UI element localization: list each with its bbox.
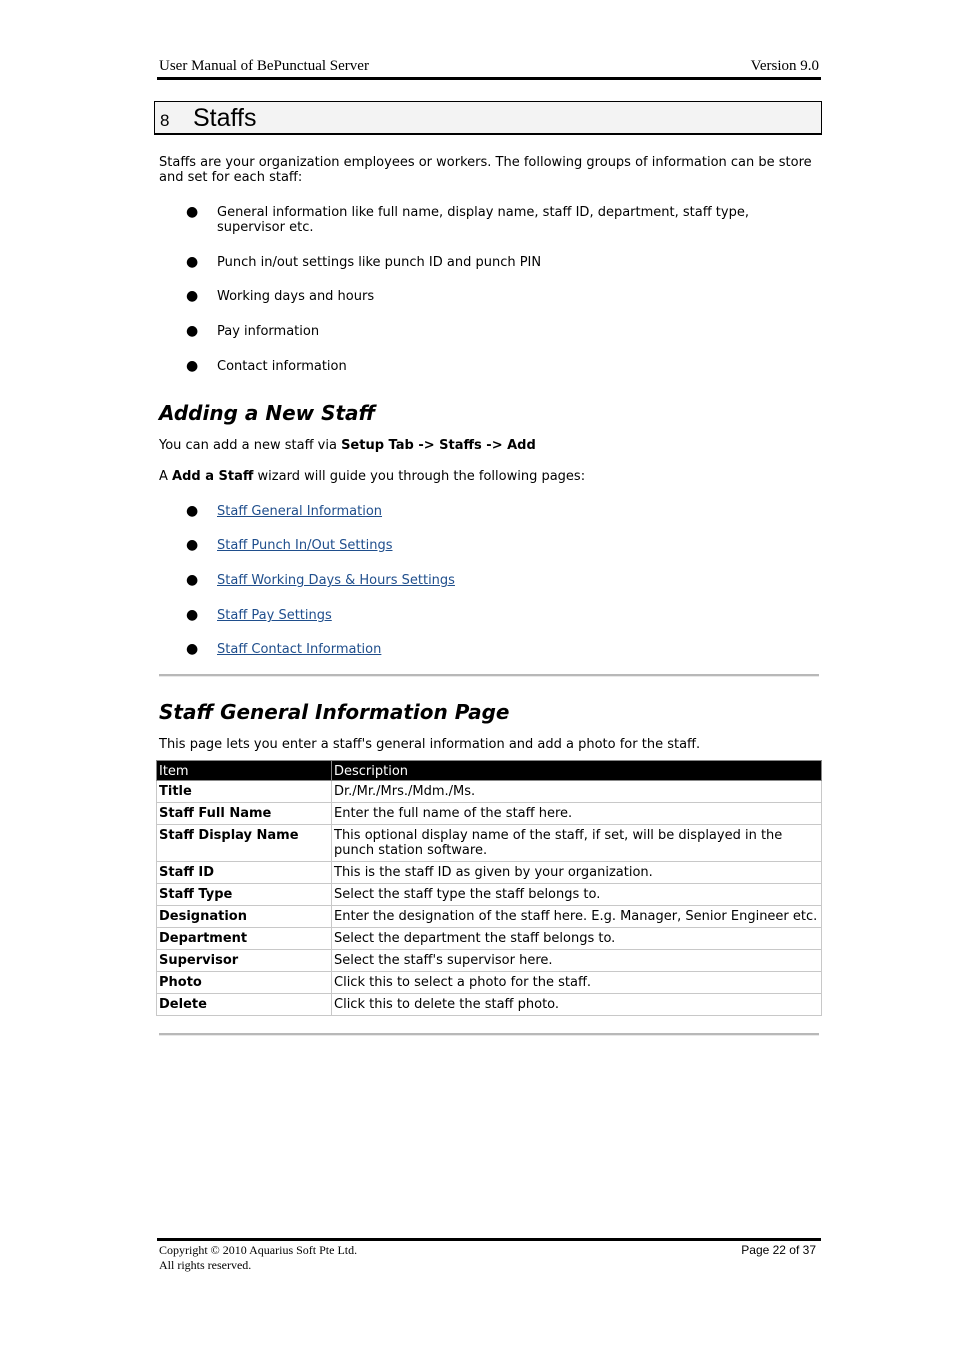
row-description: Click this to select a photo for the staff. [332, 972, 822, 994]
intro-bullet: Punch in/out settings like punch ID and punch PIN [217, 255, 542, 270]
general-paragraph: This page lets you enter a staff's general information and add a photo for the staff. [159, 737, 701, 752]
column-header-description: Description [332, 761, 822, 781]
general-info-table [156, 760, 822, 1016]
link-staff-general-information[interactable]: Staff General Information [217, 504, 383, 519]
table-row [157, 972, 822, 994]
bullet-dot: ● [186, 572, 199, 588]
row-item: Delete [157, 994, 332, 1016]
wizard-link-item [217, 504, 817, 519]
setup-path-prefix: You can add a new staff via [159, 438, 342, 453]
row-description: Enter the designation of the staff here. E.g. Manager, Senior Engineer etc. [332, 906, 822, 928]
link-staff-punch-settings[interactable]: Staff Punch In/Out Settings [217, 538, 393, 553]
row-description: Select the staff's supervisor here. [332, 950, 822, 972]
wizard-bold: Add a Staff [172, 469, 254, 484]
row-description: Select the staff type the staff belongs to. [332, 884, 822, 906]
wizard-link-item [217, 608, 817, 623]
bullet-dot: ● [186, 204, 199, 220]
header-version: Version 9.0 [750, 58, 819, 74]
chapter-heading [154, 101, 822, 135]
section-heading-adding: Adding a New Staff [159, 401, 376, 425]
row-item: Supervisor [157, 950, 332, 972]
wizard-suffix: wizard will guide you through the following pages: [253, 469, 586, 484]
row-description: This optional display name of the staff, if set, will be displayed in the punch station software. [332, 825, 822, 862]
link-staff-working-days[interactable]: Staff Working Days & Hours Settings [217, 573, 455, 588]
wizard-link-item [217, 642, 817, 657]
row-item: Department [157, 928, 332, 950]
row-description: Select the department the staff belongs to. [332, 928, 822, 950]
bullet-dot: ● [186, 358, 199, 374]
intro-bullet: Pay information [217, 324, 320, 339]
row-item: Staff Full Name [157, 803, 332, 825]
wizard-prefix: A [159, 469, 173, 484]
row-description: Click this to delete the staff photo. [332, 994, 822, 1016]
table-row [157, 781, 822, 803]
bullet-dot: ● [186, 537, 199, 553]
setup-path-bold: Setup Tab -> Staffs -> Add [341, 438, 536, 453]
row-item: Designation [157, 906, 332, 928]
setup-path-paragraph [159, 438, 821, 453]
row-item: Staff Display Name [157, 825, 332, 862]
table-row [157, 862, 822, 884]
table-row [157, 825, 822, 862]
chapter-title: Staffs [193, 104, 257, 132]
table-row [157, 928, 822, 950]
row-description: Dr./Mr./Mrs./Mdm./Ms. [332, 781, 822, 803]
table-row [157, 994, 822, 1016]
table-row [157, 884, 822, 906]
intro-bullet: Working days and hours [217, 289, 375, 304]
row-item: Photo [157, 972, 332, 994]
chapter-number: 8 [160, 111, 170, 130]
row-item: Staff Type [157, 884, 332, 906]
section-heading-general: Staff General Information Page [159, 700, 510, 724]
section-divider [159, 674, 819, 677]
link-staff-contact-information[interactable]: Staff Contact Information [217, 642, 382, 657]
bullet-dot: ● [186, 323, 199, 339]
table-row [157, 906, 822, 928]
wizard-link-item [217, 538, 817, 553]
header-rule [157, 77, 821, 80]
header-title: User Manual of BePunctual Server [159, 58, 369, 74]
copyright-line: Copyright © 2010 Aquarius Soft Pte Ltd. [159, 1243, 358, 1257]
rights-line: All rights reserved. [159, 1258, 252, 1272]
bullet-dot: ● [186, 254, 199, 270]
column-header-item: Item [157, 761, 332, 781]
row-description: Enter the full name of the staff here. [332, 803, 822, 825]
intro-bullet: General information like full name, display name, staff ID, department, staff type, supervisor etc. [217, 205, 749, 235]
footer-page-number: Page 22 of 37 [741, 1243, 816, 1257]
page-header [159, 58, 819, 76]
intro-bullet: Contact information [217, 359, 347, 374]
row-description: This is the staff ID as given by your organization. [332, 862, 822, 884]
table-row [157, 950, 822, 972]
row-item: Title [157, 781, 332, 803]
bullet-dot: ● [186, 607, 199, 623]
intro-paragraph: Staffs are your organization employees or workers. The following groups of information can be store and set for each staff: [159, 155, 812, 185]
link-staff-pay-settings[interactable]: Staff Pay Settings [217, 608, 332, 623]
bullet-dot: ● [186, 503, 199, 519]
table-header-row [157, 761, 822, 781]
wizard-paragraph [159, 469, 821, 484]
table-row [157, 803, 822, 825]
bullet-dot: ● [186, 641, 199, 657]
section-divider [159, 1033, 819, 1036]
row-item: Staff ID [157, 862, 332, 884]
footer-rule [157, 1238, 821, 1241]
bullet-dot: ● [186, 288, 199, 304]
footer-copyright [159, 1243, 357, 1273]
wizard-link-item [217, 573, 817, 588]
